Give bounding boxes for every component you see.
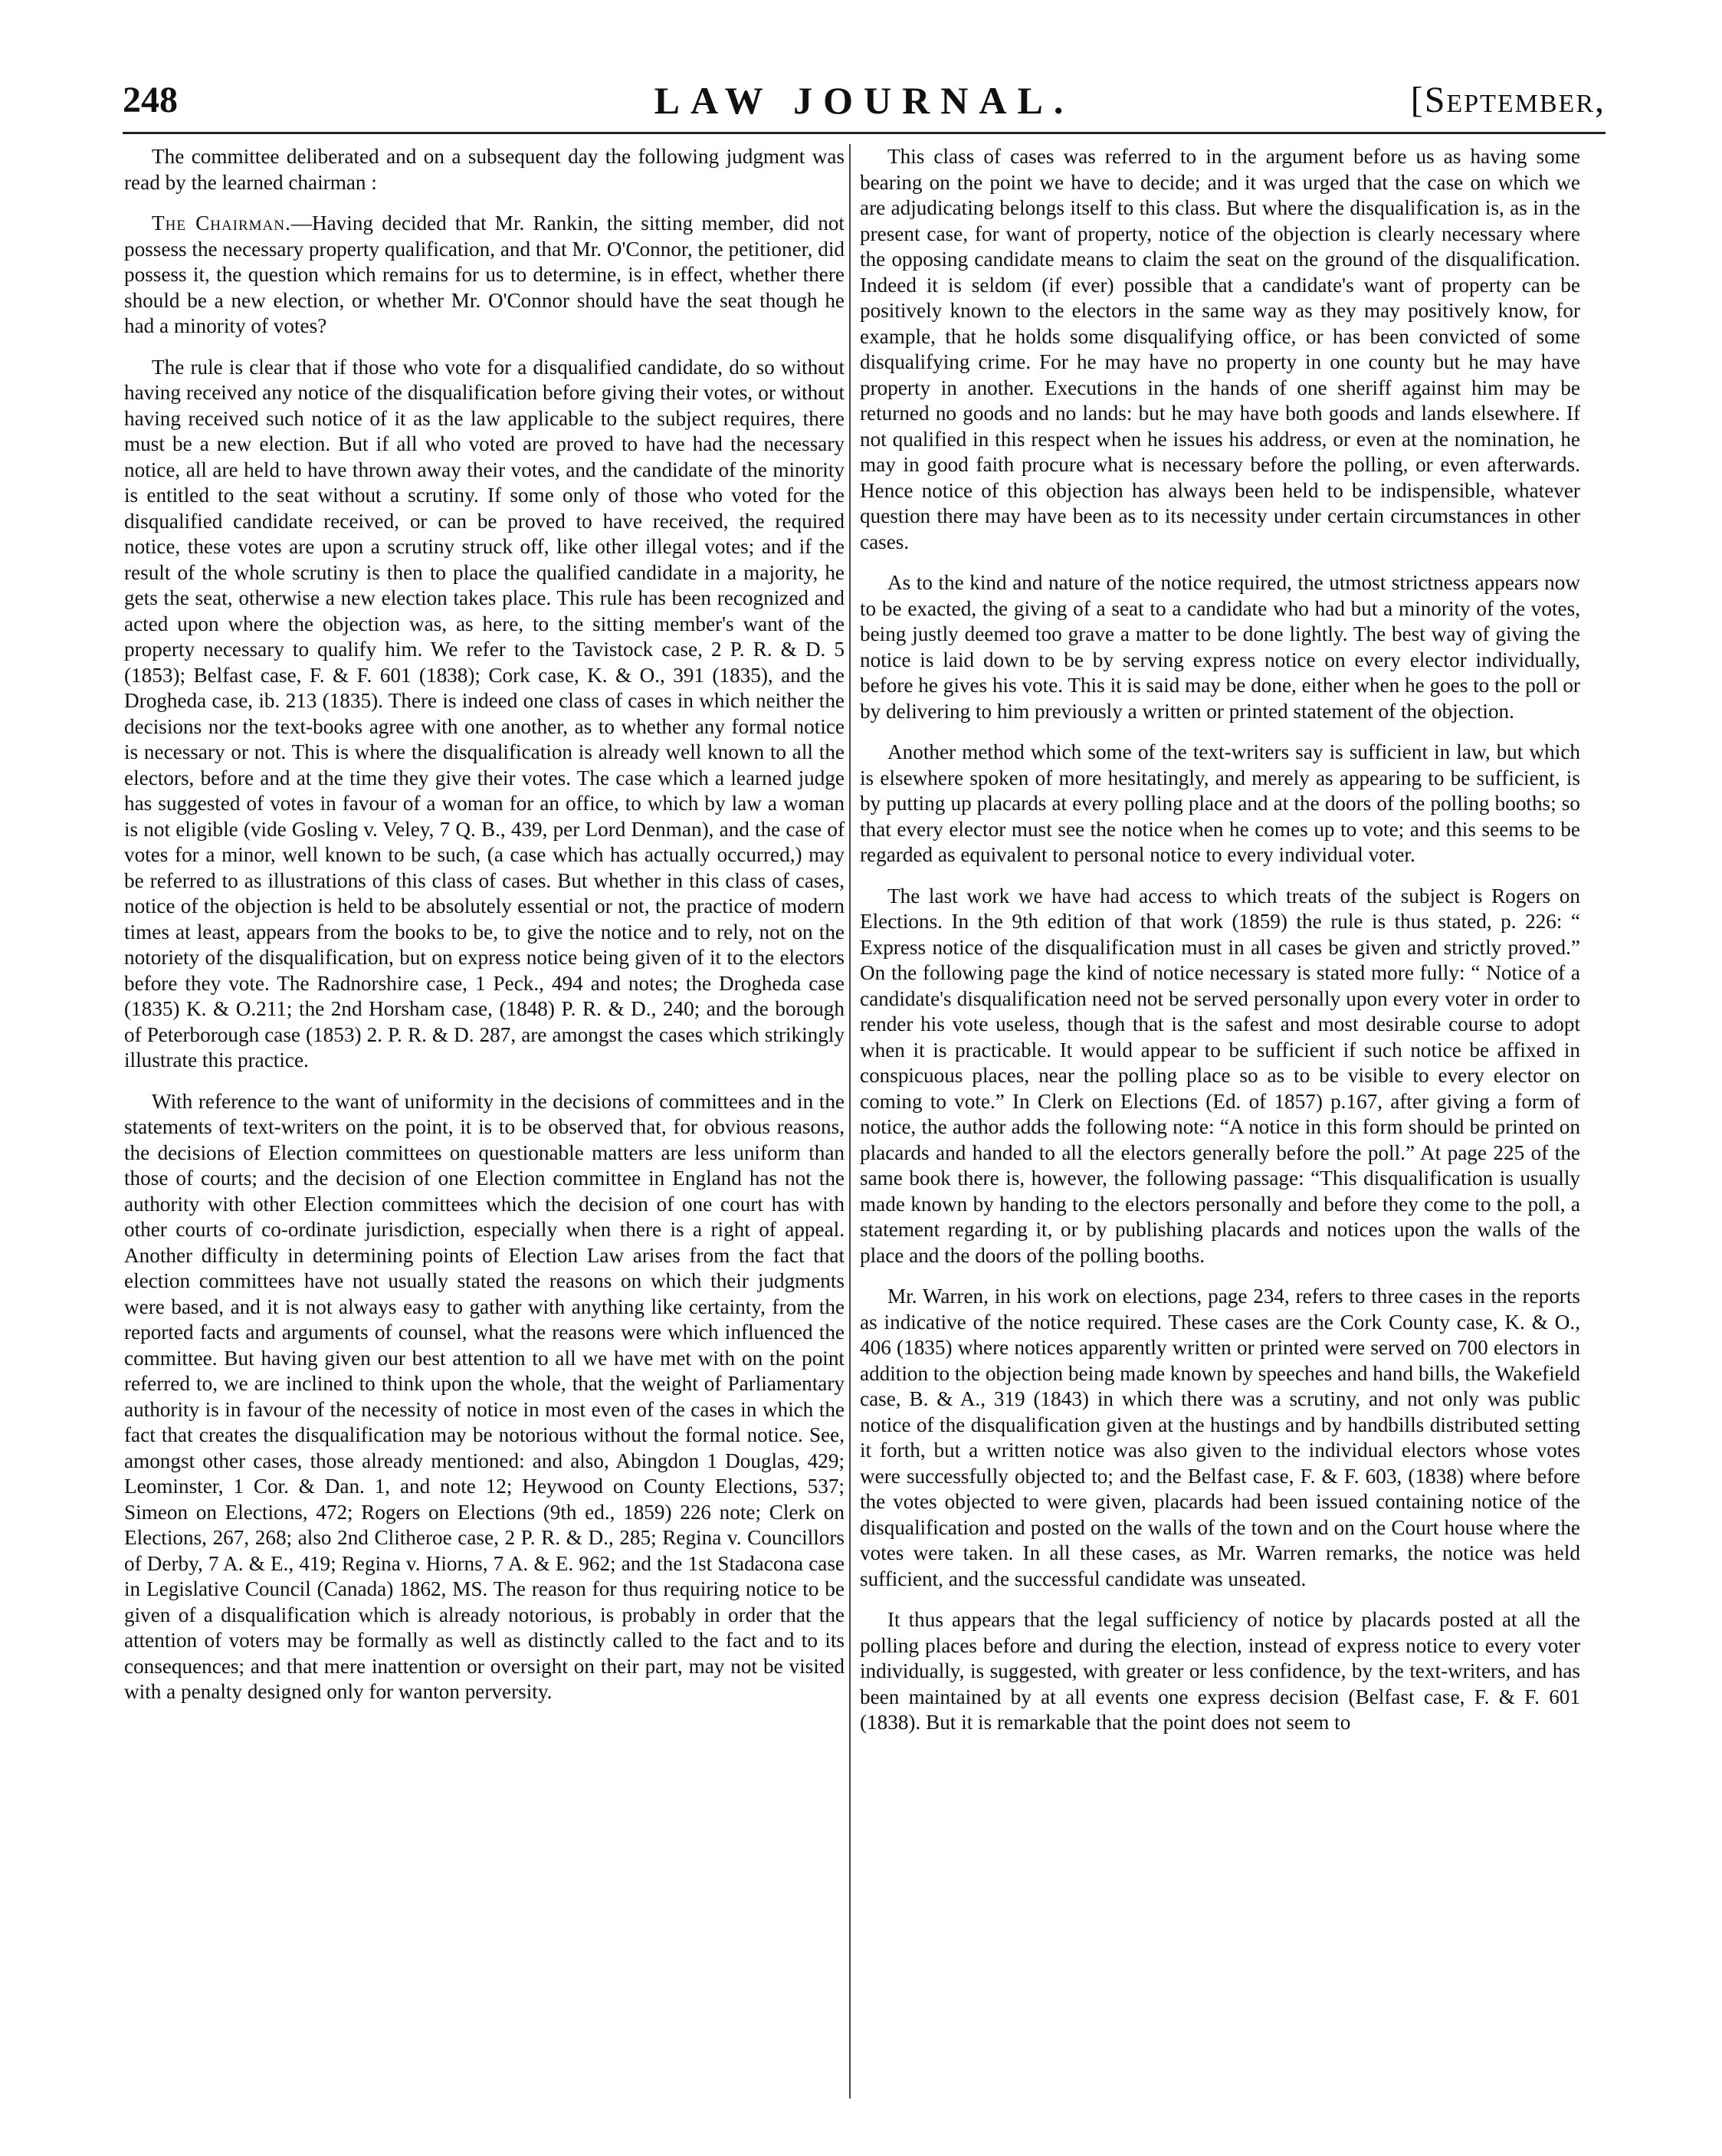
paragraph-uniformity: With reference to the want of uniformity in the decisions of committees and in the statements of text-writers on the point, it is to be observed that, for obvious reasons, the decisions of Election committees on questionable matters are less uniform than those of courts; and the decision of one Election committee in England has not the authority with other Election committees which the decision of one court has with other courts of co-ordinate jurisdiction, especially when there is a right of appeal. Another difficulty in determining points of Election Law arises from the fact that election committees have not usually stated the reasons on which their judgments were based, and it is not always easy to gather with anything like certainty, from the reported facts and arguments of counsel, what the reasons were which influenced the committee. But having given our best attention to all we have met with on the point referred to, we are inclined to think upon the whole, that the weight of Parliamentary authority is in favour of the necessity of notice in most even of the cases in which the fact that creates the disqualification may be notorious without the formal notice. See, amongst other cases, those already mentioned: and also, Abingdon 1 Douglas, 429; Leominster, 1 Cor. & Dan. 1, and note 12; Heywood on County Elections, 537; Simeon on Elections, 472; Rogers on Elections (9th ed., 1859) 226 note; Clerk on Elections, 267, 268; also 2nd Clitheroe case, 2 P. R. & D., 285; Regina v. Councillors of Derby, 7 A. & E., 419; Regina v. Hiorns, 7 A. & E. 962; and the 1st Stadacona case in Legislative Council (Canada) 1862, MS. The reason for thus requiring notice to be given of a disqualification which is already notorious, is probably in order that the attention of voters may be formally as well as distinctly called to the fact and to its consequences; and that mere inattention or oversight on their part, may not be visited with a penalty designed only for wanton perversity. xyxy=(124,1089,845,1703)
header-rule xyxy=(123,132,1606,134)
running-title: LAW JOURNAL. xyxy=(654,79,1074,122)
page-number: 248 xyxy=(123,80,178,120)
paragraph-conclusion: It thus appears that the legal sufficiency of notice by placards posted at all the polling places before and during the election, instead of express notice to every voter individually, is suggested, with greater or less confidence, by the text-writers, and has been maintained by at all events one express decision (Belfast case, F. & F. 601 (1838). But it is remarkable that the point does not seem to xyxy=(860,1608,1580,1734)
paragraph-warren: Mr. Warren, in his work on elections, page 234, refers to three cases in the reports as indicative of the notice required. These cases are the Cork County case, K. & O., 406 (1835) where notices apparently written or printed were served on 700 electors in addition to the objection being made known by speeches and hand bills, the Wakefield case, B. & A., 319 (1843) in which there was a scrutiny, and not only was public notice of the disqualification given at the hustings and by handbills distributed setting it forth, but a written notice was also given to the individual electors whose votes were successfully objected to; and the Belfast case, F. & F. 603, (1838) where before the votes objected to were given, placards had been issued containing notice of the disqualification and posted on the walls of the town and on the Court house where the votes were taken. In all these cases, as Mr. Warren remarks, the notice was held sufficient, and the successful candidate was unseated. xyxy=(860,1285,1580,1590)
right-column xyxy=(860,144,1580,2106)
paragraph-another-method: Another method which some of the text-writers say is sufficient in law, but which is elsewhere spoken of more hesitatingly, and merely as appearing to be sufficient, is by putting up placards at every polling place and at the doors of the polling booths; so that every elector must see the notice when he comes up to vote; and this seems to be regarded as equivalent to personal notice to every individual voter. xyxy=(860,740,1580,866)
paragraph-rule: The rule is clear that if those who vote for a disqualified candidate, do so without having received any notice of the disqualification before giving their votes, or without having received such notice of it as the law applicable to the subject requires, there must be a new election. But if all who voted are proved to have had the necessary notice, all are held to have thrown away their votes, and the candidate of the minority is entitled to the seat without a scrutiny. If some only of those who voted for the disqualified candidate received, or can be proved to have received, the required notice, these votes are upon a scrutiny struck off, like other illegal votes; and if the result of the whole scrutiny is then to place the qualified candidate in a majority, he gets the seat, otherwise a new election takes place. This rule has been recognized and acted upon where the objection was, as here, to the sitting member's want of the property necessary to qualify him. We refer to the Tavistock case, 2 P. R. & D. 5 (1853); Belfast case, F. & F. 601 (1838); Cork case, K. & O., 391 (1835), and the Drogheda case, ib. 213 (1835). There is indeed one class of cases in which neither the decisions nor the text-books agree with one another, as to whether any formal notice is necessary or not. This is where the disqualification is already well known to all the electors, before and at the time they give their votes. The case which a learned judge has suggested of votes in favour of a woman for an office, to which by law a woman is not eligible (vide Gosling v. Veley, 7 Q. B., 439, per Lord Denman), and the case of votes for a minor, well known to be such, (a case which has actually occurred,) may be referred to as illustrations of this class of cases. But whether in this class of cases, notice of the objection is held to be absolutely essential or not, the practice of modern times at least, appears from the books to be, to give the notice and to rely, not on the notoriety of the disqualification, but on express notice being given of it to the electors before they vote. The Radnorshire case, 1 Peck., 494 and notes; the Drogheda case (1835) K. & O.211; the 2nd Horsham case, (1848) P. R. & D., 240; and the borough of Peterborough case (1853) 2. P. R. & D. 287, are amongst the cases which strikingly illustrate this practice. xyxy=(124,355,845,1071)
paragraph-kind-of-notice: As to the kind and nature of the notice required, the utmost strictness appears now to be exacted, the giving of a seat to a candidate who had but a minority of the votes, being justly deemed too grave a matter to be done lightly. The best way of giving the notice is laid down to be by serving express notice on every elector individually, before he gives his vote. This it is said may be done, either when he goes to the poll or by delivering to him previously a written or printed statement of the objection. xyxy=(860,571,1580,723)
issue-month: [September, xyxy=(1410,80,1606,120)
paragraph-intro: The committee deliberated and on a subsequent day the following judgment was read by the learned chairman : xyxy=(124,145,845,194)
paragraph-last-work: The last work we have had access to which treats of the subject is Rogers on Elections. In the 9th edition of that work (1859) the rule is thus stated, p. 226: “ Express notice of the disqualification must in all cases be given and strictly proved.” On the following page the kind of notice necessary is stated more fully: “ Notice of a candidate's disqualification need not be served personally upon every voter in order to render his vote useless, though that is the safest and most desirable course to adopt when it is practicable. It would appear to be sufficient if such notice be affixed in conspicuous places, near the polling place so as to be visible to every elector on coming to vote.” In Clerk on Elections (Ed. of 1857) p.167, after giving a form of notice, the author adds the following note: “A notice in this form should be printed on placards and handed to all the electors generally before the poll.” At page 225 of the same book there is, however, the following passage: “This disqualification is usually made known by handing to the electors personally and before they come to the poll, a statement regarding it, or by publishing placards and notices upon the walls of the place and the doors of the polling booths. xyxy=(860,884,1580,1267)
speaker-label: The Chairman. xyxy=(152,212,291,235)
column-divider xyxy=(849,144,851,2099)
paragraph-chairman-text: —Having decided that Mr. Rankin, the sitting member, did not possess the necessary property qualification, and that Mr. O'Connor, the petitioner, did possess it, the question which remains for us to determine, is in effect, whether there should be a new election, or whether Mr. O'Connor should have the seat though he had a minority of votes? xyxy=(124,212,845,337)
page-header xyxy=(123,74,1606,127)
left-column xyxy=(124,144,845,2106)
paragraph-class-of-cases: This class of cases was referred to in the argument before us as having some bearing on the point we have to decide; and it was urged that the case on which we are adjudicating belongs itself to this class. But where the disqualification is, as in the present case, for want of property, notice of the objection is clearly necessary where the opposing candidate means to claim the seat on the ground of the disqualification. Indeed it is seldom (if ever) possible that a candidate's want of property can be positively known to the electors in the same way as they may positively know, for example, that he holds some disqualifying office, or has been convicted of some disqualifying crime. For he may have no property in one county but he may have property in another. Executions in the hands of one sheriff against him may be returned no goods and no lands: but he may have both goods and lands elsewhere. If not qualified in this respect when he issues his address, or even at the nomination, he may in good faith procure what is necessary before the polling, or even afterwards. Hence notice of this objection has always been held to be indispensible, whatever question there may have been as to its necessity under certain circumstances in other cases. xyxy=(860,145,1580,553)
paragraph-chairman xyxy=(124,211,845,340)
